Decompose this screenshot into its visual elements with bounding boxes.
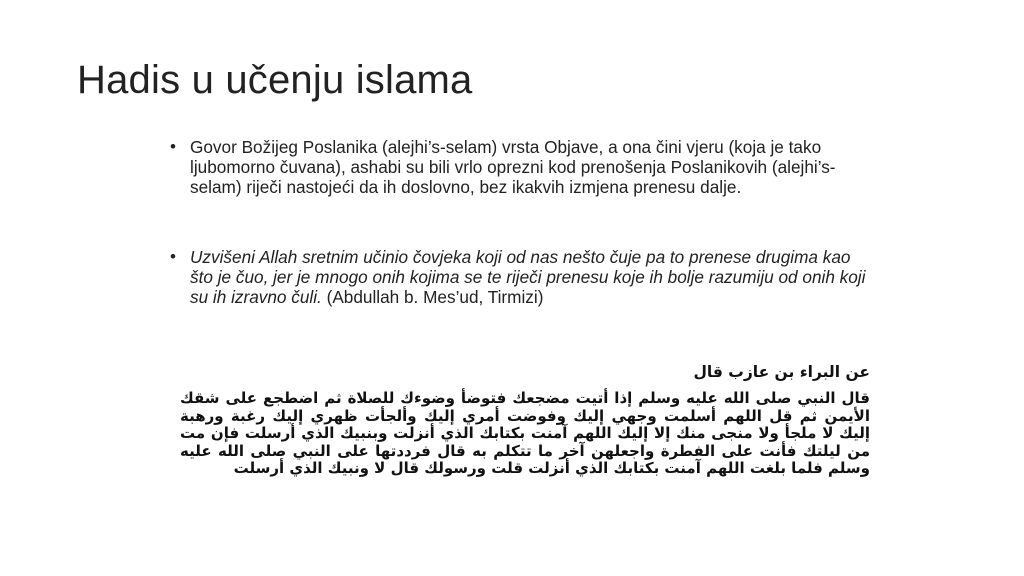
bullet-list	[168, 137, 868, 307]
bullet-item-1	[168, 137, 868, 197]
arabic-hadith-text: قال النبي صلى الله عليه وسلم إذا أتيت مضجعك فتوضأ وضوءك للصلاة ثم اضطجع على شقك الأيمن ثم قل اللهم أسلمت وجهي إليك وفوضت أمري إليك وألجأت ظهري إليك رغبة ورهبة إليك لا ملجأ ولا منجى منك إلا إليك اللهم آمنت بكتابك الذي أنزلت وبنبيك الذي أرسلت فإن مت من ليلتك فأنت على الفطرة واجعلهن آخر ما تتكلم به قال فرددتها على النبي صلى الله عليه وسلم فلما بلغت اللهم آمنت بكتابك الذي أنزلت قلت ورسولك قال لا ونبيك الذي أرسلت	[180, 389, 870, 477]
bullet-text: Govor Božijeg Poslanika (alejhi’s-selam) vrsta Objave, a ona čini vjeru (koja je tako ljubomorno čuvana), ashabi su bili vrlo oprezni kod prenošenja Poslanikovih (alejhi’s-selam) riječi nastojeći da ih doslovno, bez ikakvih izmjena prenesu dalje.	[190, 137, 836, 197]
hadith-source: (Abdullah b. Mes’ud, Tirmizi)	[321, 287, 544, 307]
arabic-narrator-line: عن البراء بن عازب قال	[693, 363, 870, 381]
bullet-marker: •	[170, 137, 176, 156]
bullet-marker: •	[170, 247, 176, 266]
hadith-quote: Uzvišeni Allah sretnim učinio čovjeka koji od nas nešto čuje pa to prenese drugima kao što je čuo, jer je mnogo onih kojima se te riječi prenesu koje ih bolje razumiju od onih koji su ih izravno čuli.	[190, 247, 866, 307]
bullet-item-2	[168, 247, 868, 307]
slide-title: Hadis u učenju islama	[77, 58, 473, 102]
